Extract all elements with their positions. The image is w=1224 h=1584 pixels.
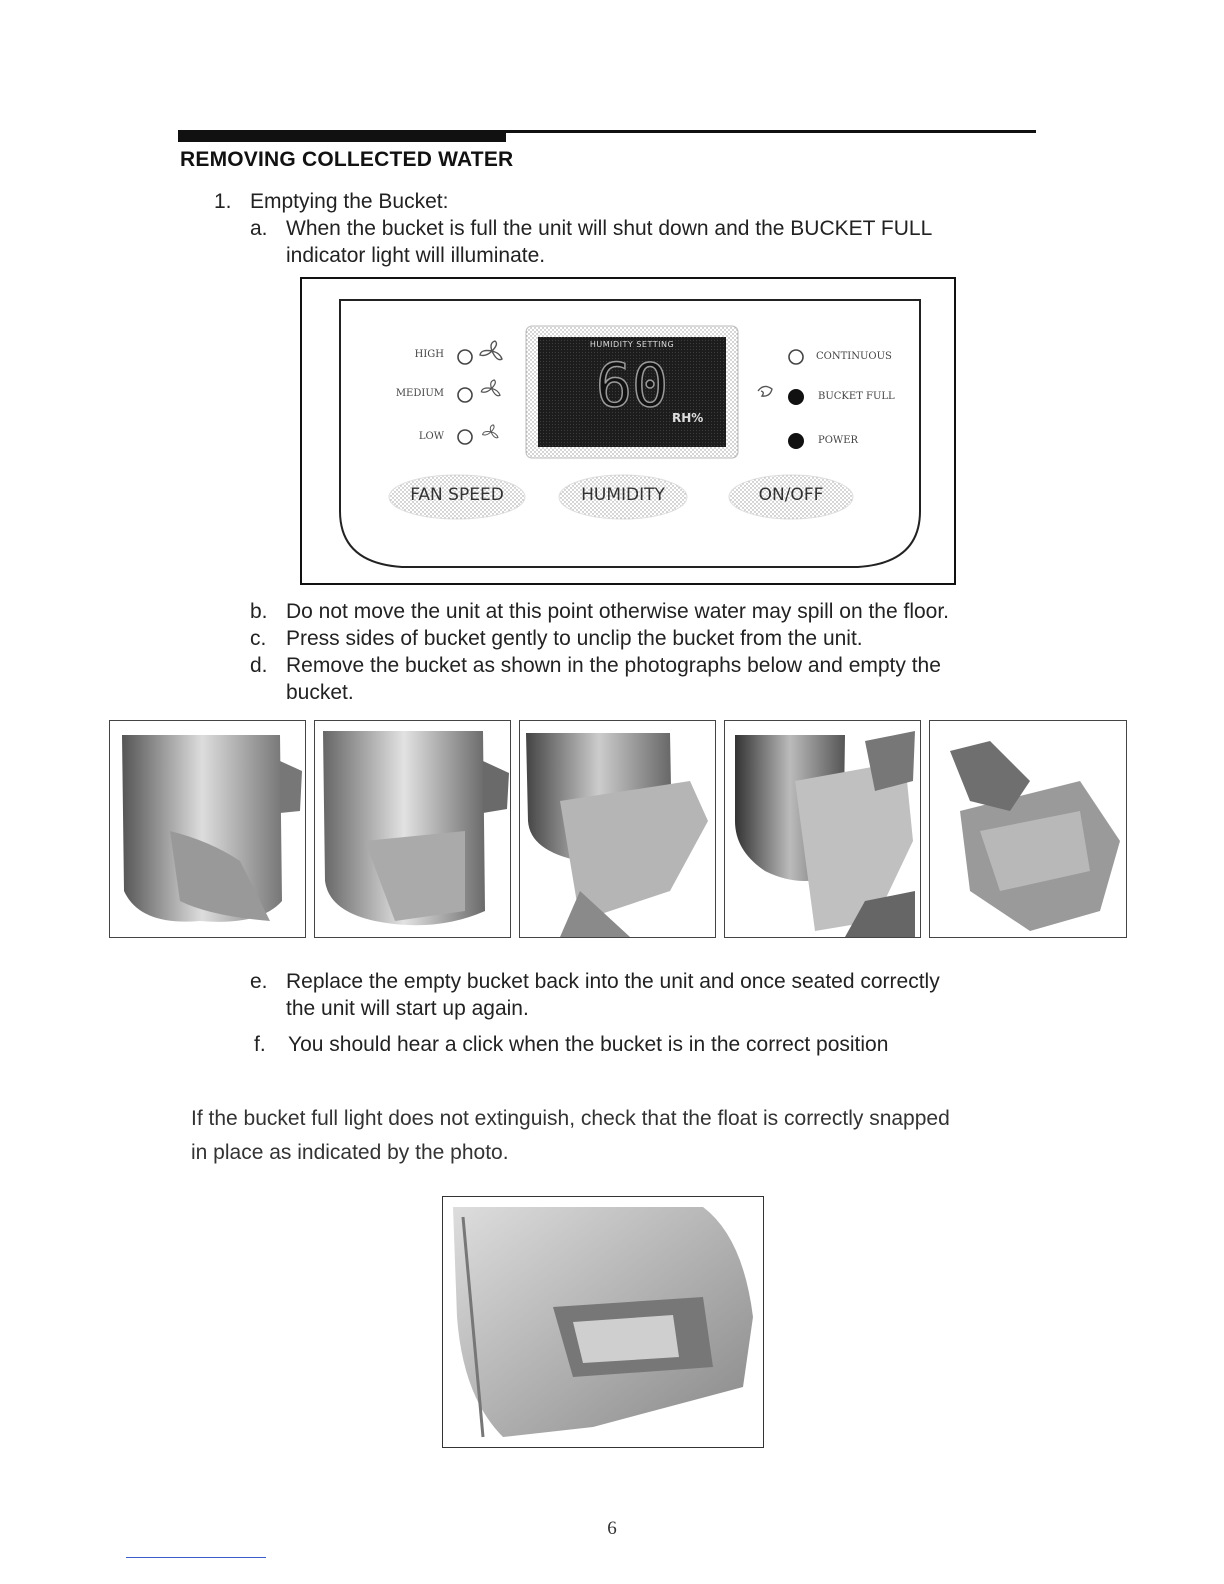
display-value: 60: [595, 351, 669, 421]
float-note-line1: If the bucket full light does not extinguish, check that the float is correctly snapped: [191, 1107, 950, 1130]
step-d-label: d.: [250, 654, 268, 677]
step-b-text: Do not move the unit at this point otherwise water may spill on the floor.: [286, 600, 950, 623]
bucket-full-light: [788, 389, 804, 405]
float-note-line2: in place as indicated by the photo.: [191, 1141, 509, 1164]
display-unit: RH%: [672, 411, 704, 425]
fan-low-label: LOW: [418, 431, 444, 442]
step-1-text: Emptying the Bucket:: [250, 190, 449, 213]
photo-bucket-3-image: [520, 721, 715, 937]
step-a-line2: indicator light will illuminate.: [286, 244, 546, 267]
photo-bucket-4-image: [725, 721, 920, 937]
fan-medium-label: MEDIUM: [395, 388, 444, 399]
display-title: HUMIDITY SETTING: [589, 340, 675, 349]
step-f-text: You should hear a click when the bucket is in the correct position: [288, 1033, 889, 1056]
photo-bucket-5: [929, 720, 1127, 938]
step-e-line1: Replace the empty bucket back into the unit and once seated correctly: [286, 970, 940, 993]
power-label: POWER: [818, 435, 859, 446]
step-e-line2: the unit will start up again.: [286, 997, 529, 1020]
on-off-button[interactable]: ON/OFF: [758, 485, 824, 505]
step-a-label: a.: [250, 217, 268, 240]
photo-bucket-2-image: [315, 721, 510, 937]
step-e-label: e.: [250, 970, 268, 993]
footer-link-line: [126, 1557, 266, 1558]
step-b-label: b.: [250, 600, 268, 623]
control-panel-figure: [300, 277, 956, 585]
fan-high-label: HIGH: [414, 349, 444, 360]
photo-bucket-3: [519, 720, 716, 938]
step-c-text: Press sides of bucket gently to unclip the bucket from the unit.: [286, 627, 863, 650]
bucket-full-label: BUCKET FULL: [818, 391, 895, 402]
fan-speed-button[interactable]: FAN SPEED: [410, 485, 504, 505]
power-light: [788, 433, 804, 449]
continuous-label: CONTINUOUS: [816, 351, 892, 362]
photo-bucket-5-image: [930, 721, 1126, 937]
step-a-line1: When the bucket is full the unit will shut down and the BUCKET FULL: [286, 217, 933, 240]
photo-float: [442, 1196, 764, 1448]
humidity-button[interactable]: HUMIDITY: [581, 485, 665, 505]
photo-bucket-2: [314, 720, 511, 938]
header-rule-accent: [178, 130, 506, 142]
photo-bucket-4: [724, 720, 921, 938]
step-d-line1: Remove the bucket as shown in the photographs below and empty the: [286, 654, 941, 677]
step-1-number: 1.: [214, 190, 232, 213]
photo-bucket-1-image: [110, 721, 305, 937]
section-title: REMOVING COLLECTED WATER: [180, 148, 514, 171]
step-c-label: c.: [250, 627, 267, 650]
photo-bucket-1: [109, 720, 306, 938]
page-number: 6: [607, 1518, 617, 1539]
step-d-line2: bucket.: [286, 681, 354, 704]
step-f-label: f.: [254, 1033, 266, 1056]
photo-float-image: [443, 1197, 763, 1447]
